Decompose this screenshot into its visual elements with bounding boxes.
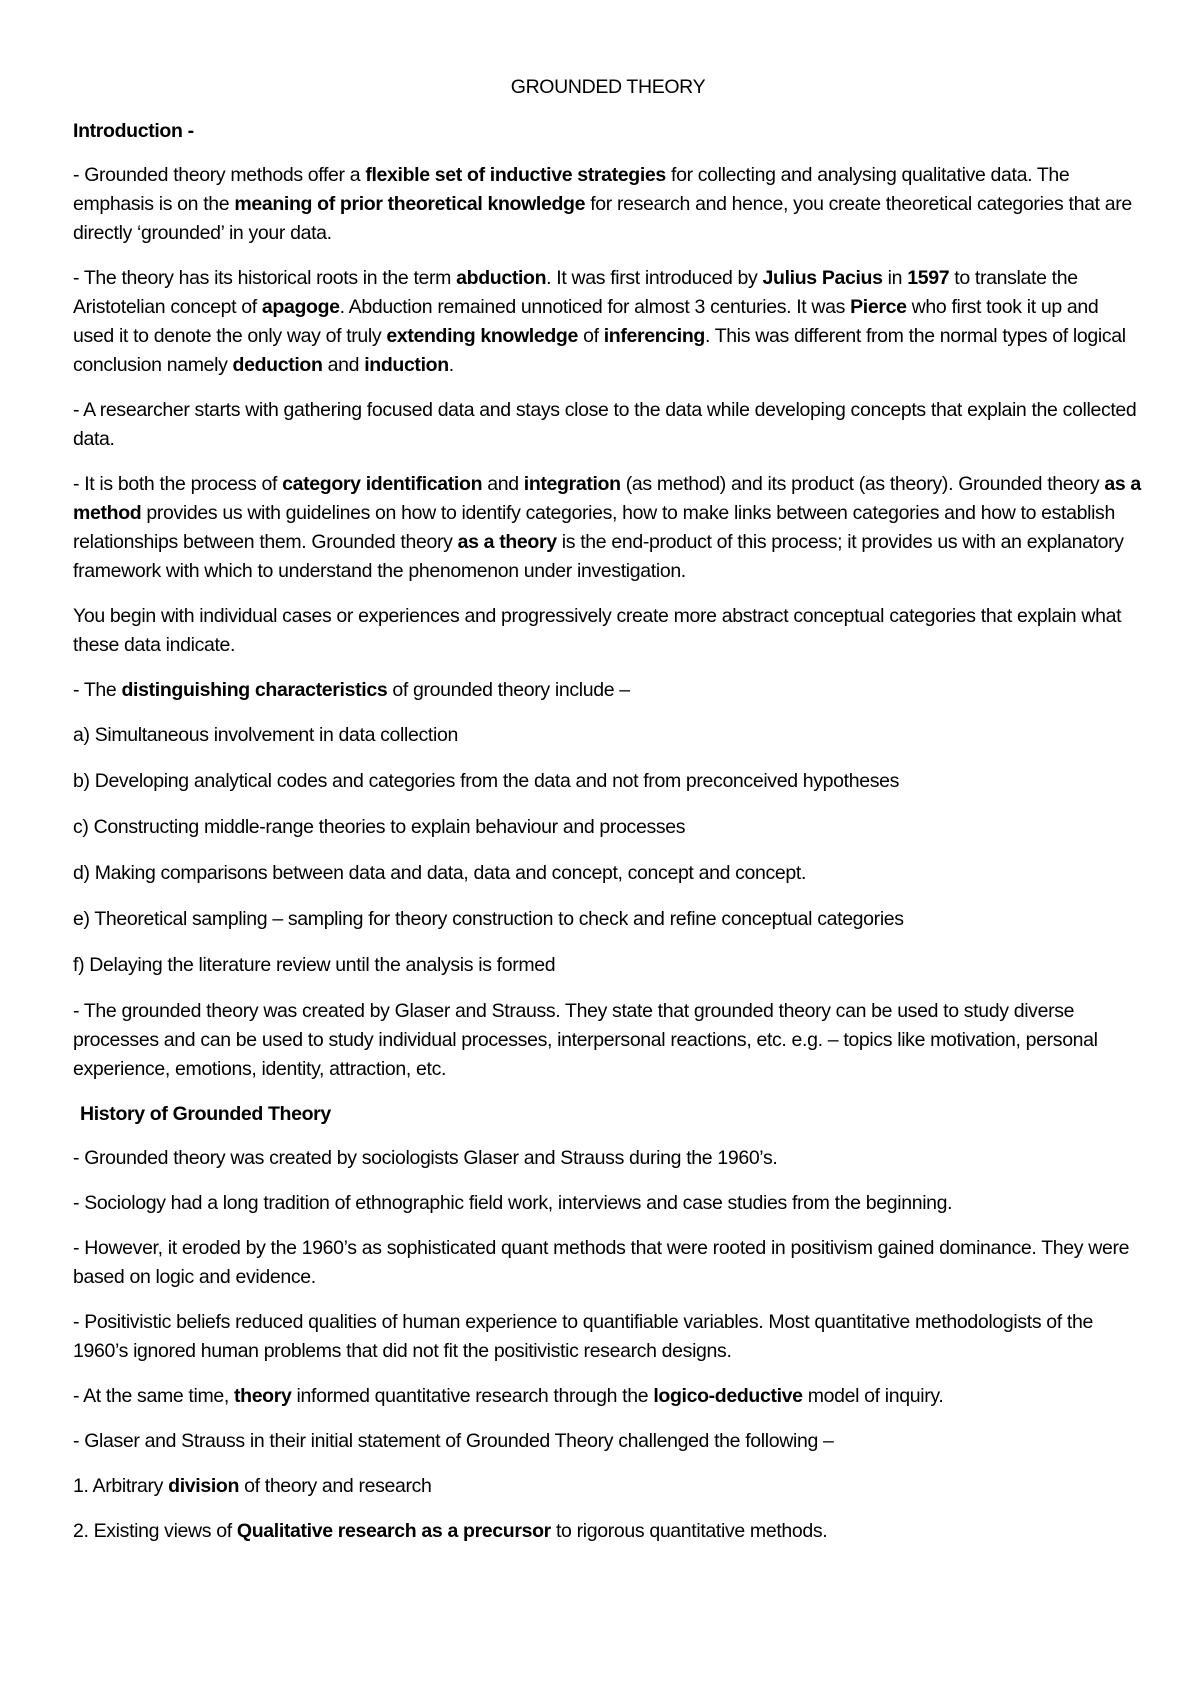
characteristic-item-b: b) Developing analytical codes and categories from the data and not from preconceived hypotheses	[73, 770, 900, 792]
history-paragraph-logico-deductive: - At the same time, theory informed quantitative research through the logico-deductive model of inquiry.	[73, 1385, 944, 1407]
history-item-1: 1. Arbitrary division of theory and research	[73, 1475, 432, 1497]
history-item-2: 2. Existing views of Qualitative research as a precursor to rigorous quantitative methods.	[73, 1520, 828, 1542]
history-paragraph-created: - Grounded theory was created by sociologists Glaser and Strauss during the 1960’s.	[73, 1147, 778, 1169]
characteristic-item-f: f) Delaying the literature review until the analysis is formed	[73, 954, 556, 976]
history-paragraph-positivistic: - Positivistic beliefs reduced qualities of human experience to quantifiable variables. Most quantitative methodologists of the 1960’s ignored human problems that did not fit the positivistic research designs.	[73, 1311, 1093, 1362]
characteristic-item-d: d) Making comparisons between data and data, data and concept, concept and concept.	[73, 862, 807, 884]
document-title: GROUNDED THEORY	[510, 76, 706, 98]
history-heading: History of Grounded Theory	[80, 1103, 331, 1125]
intro-paragraph-methods: - Grounded theory methods offer a flexible set of inductive strategies for collecting and analysing qualitative data. The emphasis is on the meaning of prior theoretical knowledge for research and hence, you create theoretical categories that are directly ‘grounded’ in your data.	[73, 164, 1132, 244]
characteristic-item-c: c) Constructing middle-range theories to explain behaviour and processes	[73, 816, 686, 838]
history-paragraph-sociology: - Sociology had a long tradition of ethnographic field work, interviews and case studies from the beginning.	[73, 1192, 953, 1214]
history-paragraph-eroded: - However, it eroded by the 1960’s as sophisticated quant methods that were rooted in positivism gained dominance. They were based on logic and evidence.	[73, 1237, 1130, 1288]
intro-paragraph-process: - It is both the process of category identification and integration (as method) and its product (as theory). Grounded theory as a method provides us with guidelines on how to identify categories, how to make links between categories and how to establish relationships between them. Grounded theory as a theory is the end-product of this process; it provides us with an explanatory framework with which to understand the phenomenon under investigation.	[73, 473, 1141, 582]
intro-paragraph-cases: You begin with individual cases or experiences and progressively create more abstract conceptual categories that explain what these data indicate.	[73, 605, 1122, 656]
characteristic-item-e: e) Theoretical sampling – sampling for theory construction to check and refine conceptual categories	[73, 908, 904, 930]
history-paragraph-challenged: - Glaser and Strauss in their initial statement of Grounded Theory challenged the following –	[73, 1430, 834, 1452]
intro-paragraph-abduction: - The theory has its historical roots in the term abduction. It was first introduced by Julius Pacius in 1597 to translate the Aristotelian concept of apagoge. Abduction remained unnoticed for almost 3 centuries. It was Pierce who first took it up and used it to denote the only way of truly extending knowledge of inferencing. This was different from the normal types of logical conclusion namely deduction and induction.	[73, 267, 1126, 376]
introduction-heading: Introduction -	[73, 120, 194, 142]
glaser-strauss-paragraph: - The grounded theory was created by Glaser and Strauss. They state that grounded theory can be used to study diverse processes and can be used to study individual processes, interpersonal reactions, etc. e.g. – topics like motivation, personal experience, emotions, identity, attraction, etc.	[73, 1000, 1098, 1080]
document-body	[73, 73, 1143, 1562]
intro-paragraph-characteristics: - The distinguishing characteristics of grounded theory include –	[73, 679, 630, 701]
intro-paragraph-researcher: - A researcher starts with gathering focused data and stays close to the data while developing concepts that explain the collected data.	[73, 399, 1137, 450]
characteristic-item-a: a) Simultaneous involvement in data collection	[73, 724, 458, 746]
